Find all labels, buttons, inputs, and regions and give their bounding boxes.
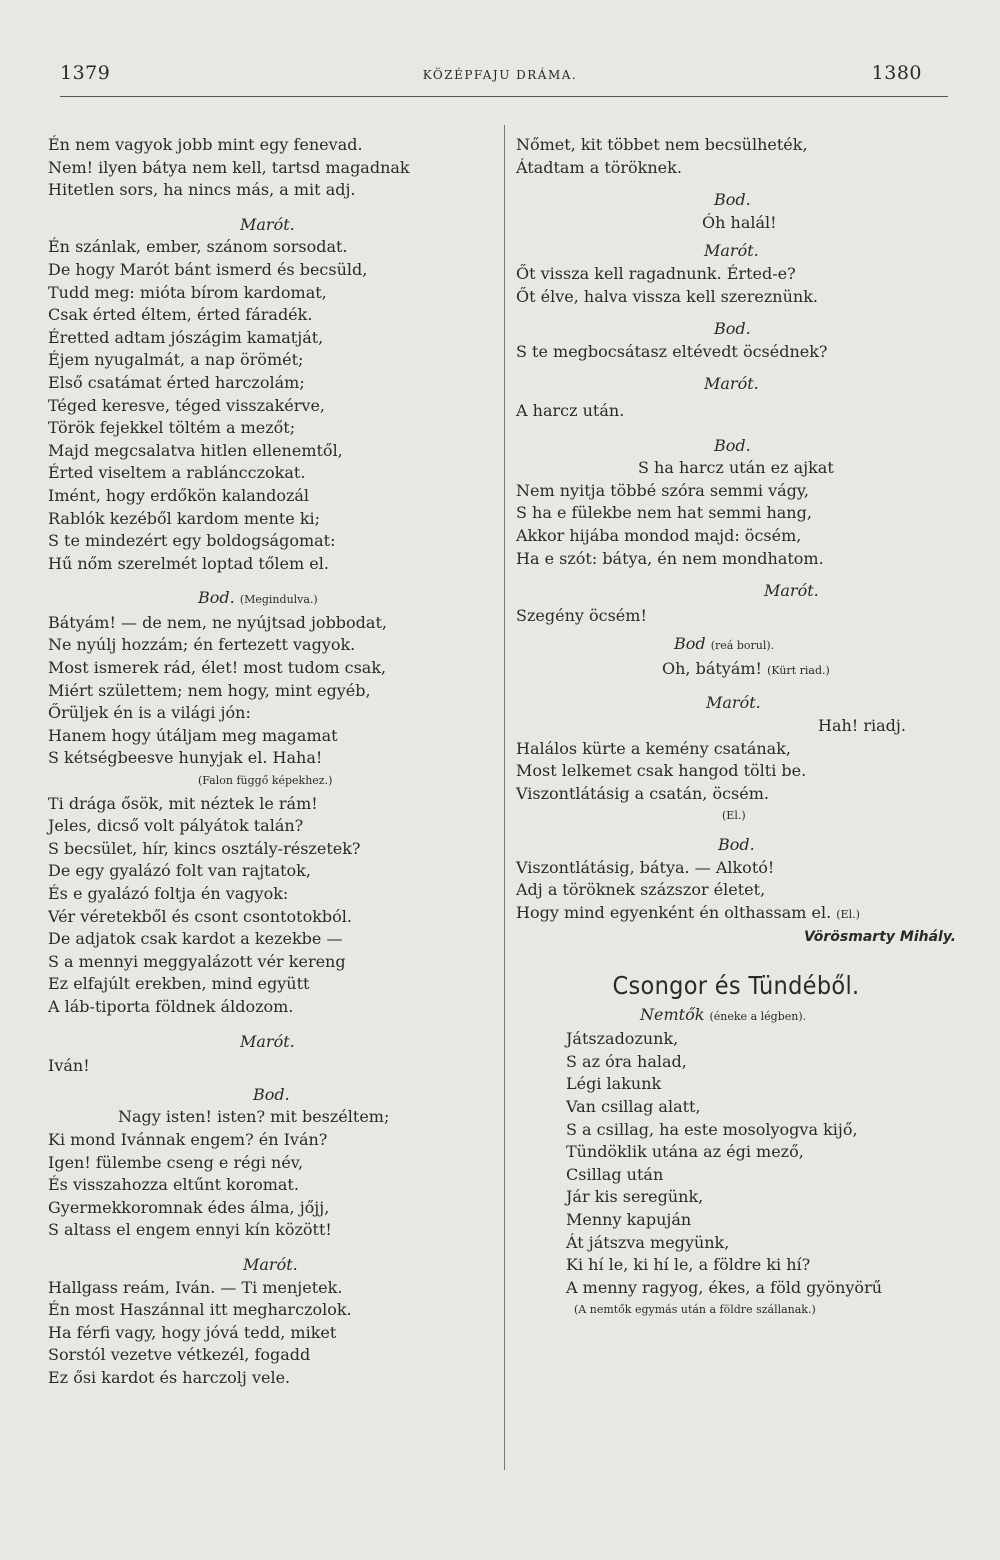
verse-line: De egy gyalázó folt van rajtatok, — [48, 861, 311, 881]
verse-line: Jár kis seregünk, — [566, 1187, 704, 1207]
verse-line: A menny ragyog, ékes, a föld gyönyörű — [566, 1277, 883, 1297]
verse-line: Nagy isten! isten? mit beszéltem; — [118, 1107, 390, 1127]
verse-line: Viszontlátásig, bátya. — Alkotó! — [516, 857, 775, 877]
verse-line: Adj a töröknek százszor életet, — [516, 880, 766, 900]
verse-line: Nőmet, kit többet nem becsülheték, — [516, 135, 808, 154]
stage-direction: (reá borul). — [710, 639, 775, 653]
verse-line: Ne nyúlj hozzám; én fertezett vagyok. — [48, 635, 356, 655]
verse-line: S a csillag, ha este mosolyogva kijő, — [566, 1119, 858, 1139]
verse-line: Első csatámat érted harczolám; — [48, 372, 305, 392]
verse-line: Hallgass reám, Iván. — Ti menjetek. — [48, 1277, 343, 1297]
stage-direction: (A nemtők egymás után a földre szállanak.) — [574, 1303, 816, 1317]
verse-line: Éretted adtam jószágim kamatját, — [48, 327, 324, 347]
verse-line: Én szánlak, ember, szánom sorsodat. — [48, 237, 348, 257]
speaker-name: Marót. — [704, 241, 759, 261]
verse-line: Török fejekkel töltém a mezőt; — [48, 418, 296, 438]
verse-line: De adjatok csak kardot a kezekbe — — [48, 929, 343, 949]
verse-line: Imént, hogy erdőkön kalandozál — [48, 485, 310, 505]
verse-line: Ha férfi vagy, hogy jóvá tedd, miket — [48, 1322, 337, 1342]
verse-line: Ez elfajúlt erekben, mind együtt — [48, 974, 310, 994]
verse-line: S az óra halad, — [566, 1051, 687, 1071]
verse-line: Szegény öcsém! — [516, 605, 647, 625]
verse-line: S altass el engem ennyi kín között! — [48, 1220, 332, 1240]
verse-line: Igen! fülembe cseng e régi név, — [48, 1152, 304, 1172]
speaker-name: Bod. — [253, 1084, 290, 1104]
verse-line: Ki hí le, ki hí le, a földre ki hí? — [566, 1255, 811, 1275]
verse-line: Téged keresve, téged visszakérve, — [48, 395, 325, 415]
left-column — [48, 134, 498, 1389]
verse-line: Légi lakunk — [566, 1074, 662, 1094]
verse-line: Hű nőm szerelmét loptad tőlem el. — [48, 553, 329, 573]
verse-line: Viszontlátásig a csatán, öcsém. — [516, 783, 769, 803]
verse-line: Én nem vagyok jobb mint egy fenevad. — [48, 135, 363, 154]
verse-line: Iván! — [48, 1056, 90, 1076]
verse-line: Jeles, dicső volt pályátok talán? — [48, 816, 304, 836]
verse-line: Csak érted éltem, érted fáradék. — [48, 305, 313, 325]
verse-line: Hah! riadj. — [818, 716, 906, 736]
verse-line: S te megbocsátasz eltévedt öcsédnek? — [516, 341, 828, 361]
speaker-name: Bod. — [198, 588, 235, 608]
verse-line: De hogy Marót bánt ismerd és becsüld, — [48, 259, 368, 279]
verse-line: Akkor hijába mondod majd: öcsém, — [516, 525, 802, 545]
speaker-name: Marót. — [704, 374, 759, 394]
verse-line: Menny kapuján — [566, 1209, 692, 1229]
verse-line: Van csillag alatt, — [566, 1096, 701, 1116]
verse-line-with-direction — [516, 658, 956, 683]
verse-line: S te mindezért egy boldogságomat: — [48, 531, 336, 551]
verse-line: Ti drága ősök, mit néztek le rám! — [48, 793, 318, 813]
speaker-name: Marót. — [706, 693, 761, 713]
speaker-line — [516, 1004, 956, 1029]
verse-line: A láb-tiporta földnek áldozom. — [48, 996, 294, 1016]
verse-line: Én most Haszánnal itt megharczolok. — [48, 1300, 352, 1320]
verse-line: Át játszva megyünk, — [566, 1232, 730, 1252]
column-divider — [504, 125, 505, 1470]
verse-line: Most ismerek rád, élet! most tudom csak, — [48, 658, 387, 678]
author-signature: Vörösmarty Mihály. — [803, 929, 956, 946]
running-head: KÖZÉPFAJU DRÁMA. — [422, 68, 578, 82]
verse-line: Nem nyitja többé szóra semmi vágy, — [516, 480, 809, 500]
verse-line: Átadtam a töröknek. — [516, 157, 682, 177]
speaker-name: Marót. — [243, 1254, 298, 1274]
right-page-number: 1380 — [871, 62, 922, 84]
verse-line: Miért születtem; nem hogy, mint egyéb, — [48, 680, 371, 700]
speaker-line — [48, 587, 498, 612]
speaker-name: Bod. — [714, 435, 751, 455]
verse-line: Ez ősi kardot és harczolj vele. — [48, 1367, 291, 1387]
stage-direction: (éneke a légben). — [709, 1009, 807, 1023]
speaker-name: Bod. — [714, 190, 751, 210]
verse-line: Őt élve, halva vissza kell szereznünk. — [516, 286, 818, 306]
verse-line: S ha harcz után ez ajkat — [638, 458, 834, 478]
verse-line: Hanem hogy útáljam meg magamat — [48, 725, 338, 745]
section-title: Csongor és Tündéből. — [612, 971, 860, 1000]
verse-line: Ki mond Ivánnak engem? én Iván? — [48, 1129, 328, 1149]
verse-line: S kétségbeesve hunyjak el. Haha! — [48, 748, 323, 768]
header-rule — [60, 96, 948, 97]
verse-line: Őt vissza kell ragadnunk. Érted-e? — [516, 263, 796, 283]
speaker-name: Marót. — [240, 214, 295, 234]
speaker-name: Bod. — [714, 319, 751, 339]
verse-line: Csillag után — [566, 1164, 664, 1184]
verse-line: Óh halál! — [702, 212, 777, 232]
verse-line: Érted viseltem a rabláncczokat. — [48, 463, 306, 483]
stage-direction: (El.) — [836, 907, 860, 921]
verse-line: Gyermekkoromnak édes álma, jőjj, — [48, 1197, 330, 1217]
speaker-name: Nemtők — [640, 1004, 705, 1024]
verse-line: A harcz után. — [516, 400, 625, 420]
verse-line: Éjem nyugalmát, a nap örömét; — [48, 350, 304, 370]
verse-line: Bátyám! — de nem, ne nyújtsad jobbodat, — [48, 612, 387, 632]
verse-line: Tündöklik utána az égi mező, — [566, 1142, 804, 1162]
speaker-name: Bod — [674, 634, 706, 654]
speaker-line — [516, 633, 956, 658]
verse-line: Rablók kezéből kardom mente ki; — [48, 508, 321, 528]
stage-direction: (Kürt riad.) — [767, 663, 830, 677]
left-page-number: 1379 — [60, 62, 111, 84]
verse-line: Játszadozunk, — [566, 1029, 679, 1049]
verse-text: Hogy mind egyenként én olthassam el. — [516, 902, 832, 922]
verse-line: S a mennyi meggyalázott vér kereng — [48, 951, 346, 971]
verse-line: Hitetlen sors, ha nincs más, a mit adj. — [48, 180, 356, 200]
verse-line-with-direction — [516, 902, 956, 927]
verse-line: Őrüljek én is a világi jón: — [48, 703, 251, 723]
speaker-name: Marót. — [764, 581, 819, 601]
speaker-name: Marót. — [240, 1031, 295, 1051]
verse-line: Halálos kürte a kemény csatának, — [516, 738, 791, 758]
verse-line: Sorstól vezetve vétkezél, fogadd — [48, 1345, 311, 1365]
verse-line: Majd megcsalatva hitlen ellenemtől, — [48, 440, 343, 460]
verse-text: Oh, bátyám! — [662, 658, 762, 678]
verse-line: És visszahozza eltűnt koromat. — [48, 1175, 299, 1195]
verse-line: És e gyalázó foltja én vagyok: — [48, 884, 289, 903]
verse-line: Vér véretekből és csont csontotokból. — [48, 906, 352, 926]
verse-line: Most lelkemet csak hangod tölti be. — [516, 761, 807, 781]
speaker-name: Bod. — [718, 835, 755, 855]
verse-line: S becsület, hír, kincs osztály-részetek? — [48, 838, 361, 858]
verse-line: Nem! ilyen bátya nem kell, tartsd magadnak — [48, 157, 410, 177]
verse-line: Ha e szót: bátya, én nem mondhatom. — [516, 548, 824, 568]
stage-direction: (Falon függő képekhez.) — [198, 774, 333, 788]
stage-direction: (El.) — [722, 809, 746, 823]
verse-line: S ha e fülekbe nem hat semmi hang, — [516, 503, 812, 523]
stage-direction: (Megindulva.) — [239, 593, 318, 607]
verse-line: Tudd meg: mióta bírom kardomat, — [48, 282, 327, 302]
right-column — [516, 134, 956, 1322]
